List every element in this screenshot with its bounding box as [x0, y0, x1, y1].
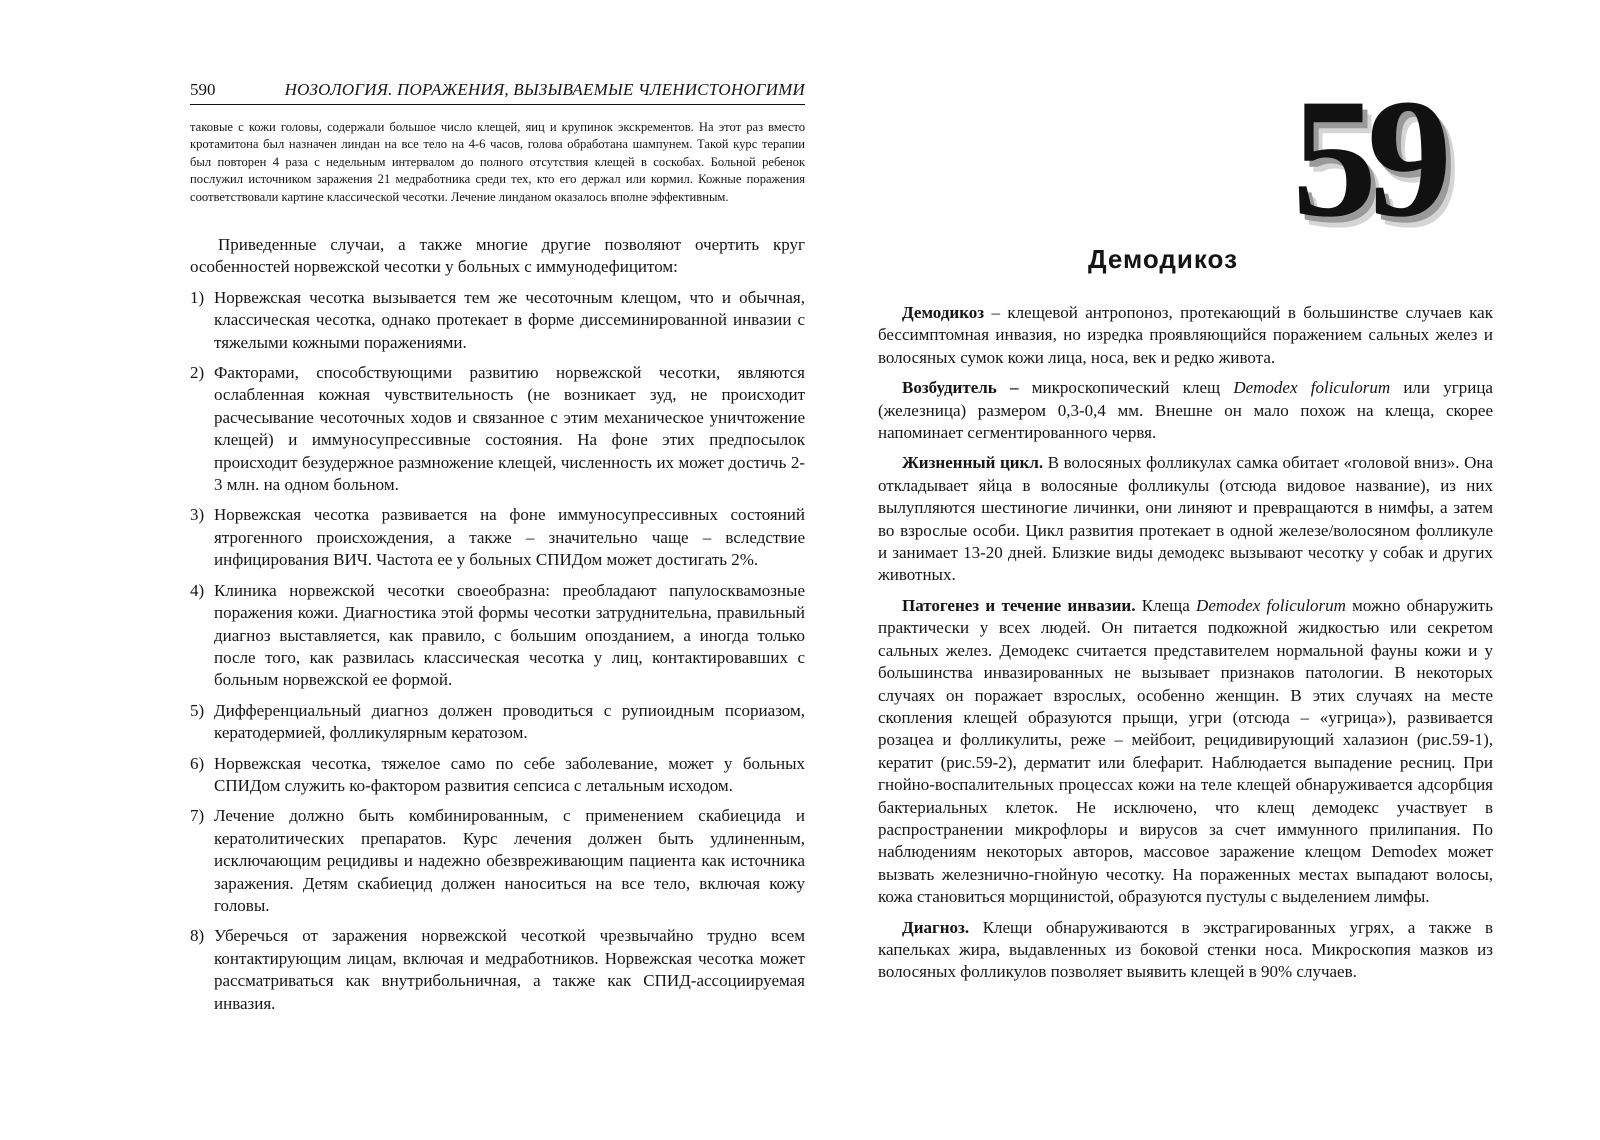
item-text: Норвежская чесотка вызывается тем же чесоточным клещом, что и обычная, классическая чесотка, однако протекает в форме диссеминированной инвазии с тяжелыми кожными поражениями.: [214, 287, 805, 352]
list-item: [190, 753, 805, 798]
chapter-number: 59: [1292, 64, 1442, 252]
paragraph-diagnosis: [878, 917, 1493, 984]
item-text: Норвежская чесотка, тяжелое само по себе заболевание, может у больных СПИДом служить ко-фактором развития сепсиса с летальным исходом.: [214, 753, 805, 795]
item-text: Дифференциальный диагноз должен проводиться с рупиоидным псориазом, кератодермией, фолликулярным кератозом.: [214, 700, 805, 743]
paragraph-text: Клещи обнаруживаются в экстрагированных угрях, а также в капельках жира, выдавленных из боковой стенки носа. Микроскопия мазков из волосяных фолликулов позволяет выявить клещей в 90% случаев.: [878, 917, 1493, 982]
case-note: [190, 119, 805, 206]
case-note-text: таковые с кожи головы, содержали большое число клещей, яиц и крупинок экскрементов. На этот раз вместо кротамитона был назначен линдан на все тело на 4-6 часов, голова обработана шампунем. Такой курс терапии был повторен 4 раза с недельным интервалом до полного отсутствия клещей в соскобах. Больной ребенок послужил источником заражения 21 медработника среди тех, кто его держал или кормил. Кожные поражения соответствовали картине классической чесотки. Лечение линданом оказалось вполне эффективным.: [190, 120, 805, 204]
item-number: 3): [190, 505, 205, 525]
paragraph-definition: [878, 302, 1493, 369]
intro-paragraph: Приведенные случаи, а также многие другие позволяют очертить круг особенностей норвежской чесотки у больных с иммунодефицитом:: [190, 235, 805, 277]
list-item: [190, 287, 805, 354]
paragraph-pathogen: [878, 377, 1493, 444]
chapter-title: Демодикоз: [1088, 244, 1239, 274]
item-number: 1): [190, 287, 205, 307]
list-item: [190, 700, 805, 745]
paragraph-text: – клещевой антропоноз, протекающий в большинстве случаев как бессимптомная инвазия, но изредка проявляющийся поражением сальных желез и волосяных сумок кожи лица, носа, век и редко живота.: [878, 303, 1493, 367]
item-number: 5): [190, 700, 205, 720]
item-number: 4): [190, 580, 205, 600]
item-text: Факторами, способствующими развитию норвежской чесотки, являются ослабленная кожная чувствительность (не возникает зуд, не происходит расчесывание чесоточных ходов и связанное с этим механическое уничтожение клещей) и иммуносупрессивные состояния. На фоне этих предпосылок происходит безудержное размножение клещей, численность их может достичь 2-3 млн. на одном больном.: [214, 363, 805, 495]
item-number: 7): [190, 806, 205, 826]
term: Диагноз.: [902, 917, 970, 937]
page-number: 590: [190, 80, 216, 99]
list-item: [190, 504, 805, 571]
list-item: [190, 805, 805, 917]
item-number: 6): [190, 753, 205, 773]
latin-name: Demodex foliculorum: [1196, 595, 1346, 615]
item-text: Уберечься от заражения норвежской чесоткой чрезвычайно трудно всем контактирующим лицам, включая и медработников. Норвежская чесотка может рассматриваться как внутрибольничная, а также как СПИД-ассоциируемая инвазия.: [214, 926, 805, 1013]
item-text: Лечение должно быть комбинированным, с применением скабиецида и кератолитических препаратов. Курс лечения должен быть удлиненным, исключающим рецидивы и надежно обезвреживающим пациента как источника заражения. Детям скабиецид должен наноситься на все тело, включая кожу головы.: [214, 806, 805, 915]
paragraph-text: микроскопический клещ: [1018, 378, 1234, 398]
list-item: [190, 362, 805, 496]
right-body: [878, 302, 1493, 992]
paragraph-text: или угрица (железница) размером 0,3-0,4 мм. Внешне он мало похож на клеща, скорее напоминает сегментированного червя.: [878, 378, 1493, 443]
left-body: [190, 234, 805, 1023]
term: Патогенез и течение инвазии.: [902, 595, 1136, 615]
paragraph-text: Клеща: [1135, 595, 1197, 615]
term: Возбудитель –: [902, 378, 1019, 398]
paragraph-pathogenesis: [878, 595, 1493, 909]
paragraph-text: можно обнаружить практически у всех людей. Он питается подкожной жидкостью или секретом сальных желез. Демодекс считается представителем нормальной фауны кожи и у большинства инвазированных не вызывает признаков патологии. В некоторых случаях он поражает взрослых, особенно женщин. В этих случаях на месте скопления клещей образуются прыщи, угри (отсюда – «угрица»), развивается розацеа и фолликулиты, реже – мейбоит, рецидивирующий халазион (рис.59-1), кератит (рис.59-2), дерматит или блефарит. Наблюдается выпадение ресниц. При гнойно-воспалительных процессах кожи на теле клещей обнаруживается адсорбция бактериальных клеток. Не исключено, что клещ демодекс участвует в распространении микрофлоры и вирусов за счет иммунного прилипания. По наблюдениям некоторых авторов, массовое заражение клещом Demodex может вызвать железнично-гнойную чесотку. На пораженных местах выпадают волосы, кожа становиться морщинистой, образуются пустулы с выделением лимфы.: [878, 595, 1493, 907]
list-item: [190, 925, 805, 1015]
list-item: [190, 580, 805, 692]
paragraph-text: В волосяных фолликулах самка обитает «головой вниз». Она откладывает яйца в волосяные фолликулы (отсюда видовое название), из них вылупляются шестиногие личинки, они линяют и превращаются в нимфы, а затем во взрослые особи. Цикл развития протекает в одной железе/волосяном фолликуле и занимает 13-20 дней. Близкие виды демодекс вызывают чесотку у собак и других животных.: [878, 453, 1494, 585]
item-number: 8): [190, 926, 205, 946]
item-number: 2): [190, 363, 205, 383]
section-title: НОЗОЛОГИЯ. ПОРАЖЕНИЯ, ВЫЗЫВАЕМЫЕ ЧЛЕНИСТОНОГИМИ: [284, 80, 805, 99]
item-text: Клиника норвежской чесотки своеобразна: преобладают папулосквамозные поражения кожи. Диагностика этой формы чесотки затруднительна, правильный диагноз выставляется, как правило, с большим опозданием, а иногда только после того, как развилась классическая чесотка у лиц, контактировавших с больным норвежской ее формой.: [214, 580, 805, 690]
running-header: [190, 80, 805, 105]
item-text: Норвежская чесотка развивается на фоне иммуносупрессивных состояний ятрогенного происхождения, а также – значительно чаще – вследствие инфицирования ВИЧ. Частота ее у больных СПИДом может достигать 2%.: [214, 505, 805, 570]
paragraph-life-cycle: [878, 452, 1493, 586]
term: Демодикоз: [902, 303, 985, 322]
latin-name: Demodex foliculorum: [1233, 378, 1391, 398]
features-list: [190, 287, 805, 1015]
term: Жизненный цикл.: [902, 453, 1044, 473]
